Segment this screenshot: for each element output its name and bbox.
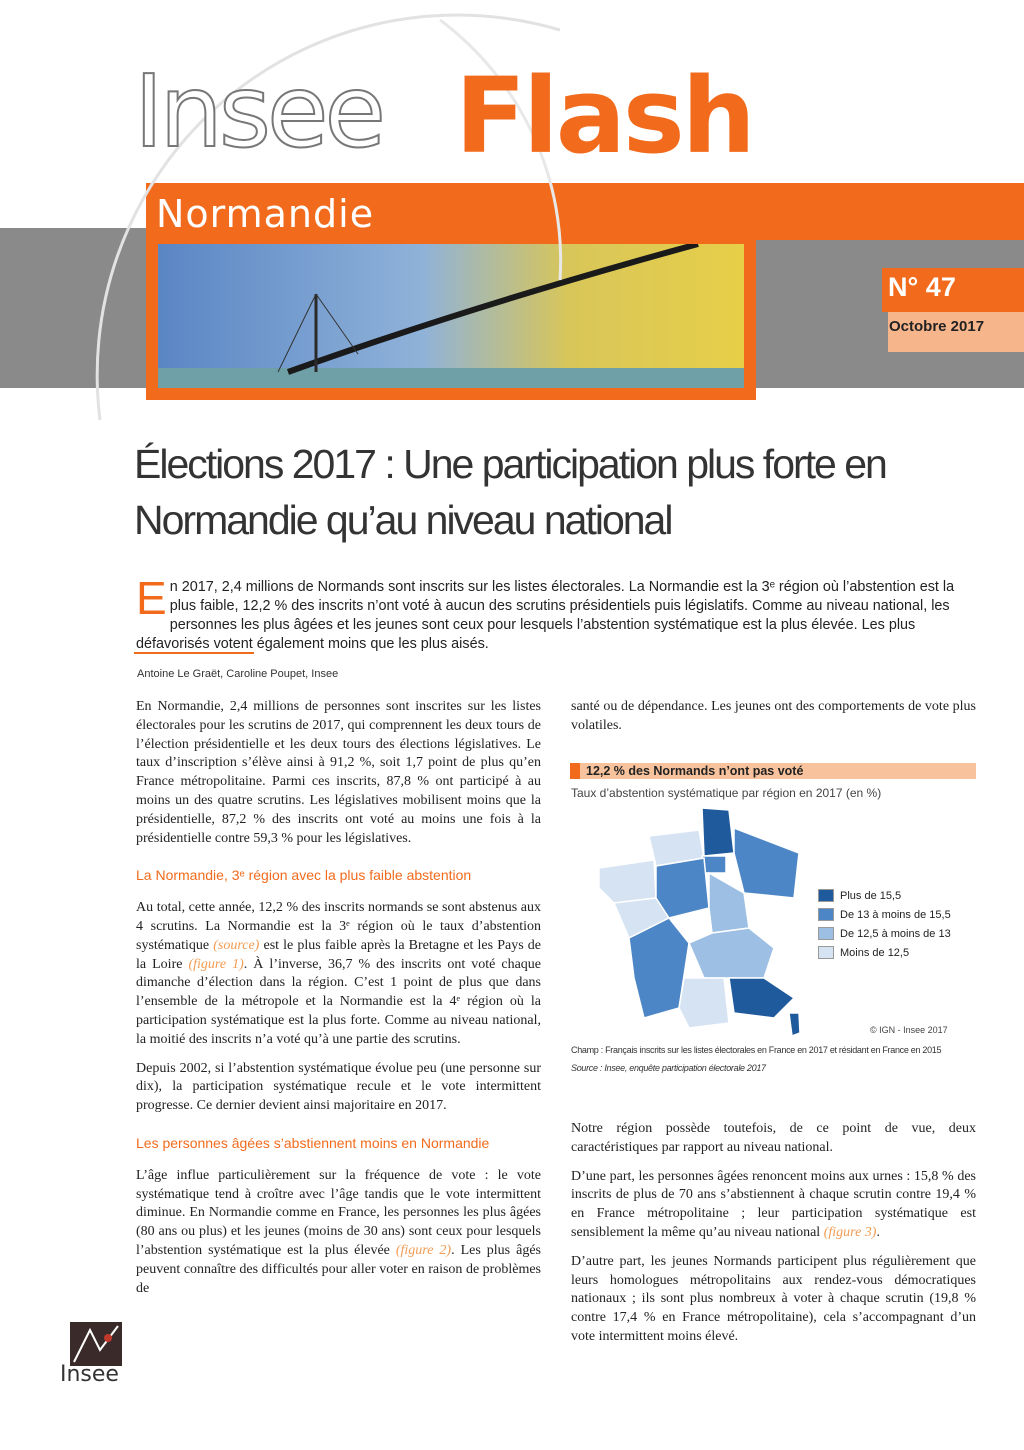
column-right-bottom <box>571 1120 976 1357</box>
title-line-1: Élections 2017 : Une participation plus forte en <box>134 441 886 487</box>
lead-paragraph <box>136 572 966 654</box>
brand-flash: Flash <box>455 55 753 177</box>
section-heading: La Normandie, 3ᵉ région avec la plus faible abstention <box>136 867 472 884</box>
region-bretagne <box>599 860 656 903</box>
legend-label: Moins de 12,5 <box>840 946 910 959</box>
legend-swatch <box>818 927 834 940</box>
legend-item <box>818 886 951 905</box>
text-run: Au total, cette année, 12,2 % des inscrits normands se sont abstenus aux 4 scrutins. La Normandie est la 3ᵉ région où le taux d’abstention systématique <box>136 900 541 953</box>
legend-swatch <box>818 889 834 902</box>
paragraph: D’autre part, les jeunes Normands participent plus régulièrement que leurs homologues métropolitains aux rendez-vous démocratiques nationaux ; ils sont plus nombreux à voter à chaque scrutin (19,8 % contre 17,4 % en France métropolitaine), cela s’accompagnant d’un vote intermittent moins élevé. <box>571 1253 976 1344</box>
figure-notes <box>571 1044 977 1074</box>
issue-number: N° 47 <box>888 272 956 302</box>
authors: Antoine Le Graët, Caroline Poupet, Insee <box>137 668 339 680</box>
insee-logo-icon <box>70 1322 122 1366</box>
legend-item <box>818 943 951 962</box>
paragraph: En Normandie, 2,4 millions de personnes sont inscrites sur les listes électorales pour les scrutins de 2017, qui comprennent les deux tours de l’élection présidentielle et les deux tours des élections législatives. Le taux d’inscription s’élève ainsi à 91,2 %, soit 1,7 point de plus qu’en France métropolitaine. Parmi ces inscrits, 87,8 % ont participé à au moins un des quatre scrutins. Les législatives mobilisent moins que la présidentielle, 87,2 % des inscrits ont voté au moins une fois à la présidentielle contre 59,3 % pour les législatives. <box>136 699 541 846</box>
figure-1-link[interactable]: (figure 1) <box>188 956 244 972</box>
figure-2-link[interactable]: (figure 2) <box>395 1242 452 1258</box>
map-legend <box>818 886 951 962</box>
region-occitanie <box>679 978 729 1028</box>
region-auvergne-rhone-alpes <box>689 928 774 978</box>
section-heading: Les personnes âgées s’abstiennent moins en Normandie <box>136 1134 490 1151</box>
text-run: D’une part, les personnes âgées renoncent moins aux urnes : 15,8 % des inscrits de plus de 70 ans s’abstiennent à chaque scrutin contre 19,4 % en France métropolitaine ; leur participation systématique est sensiblement la même qu’au niveau national <box>571 1168 976 1240</box>
figure-marker <box>570 763 580 779</box>
brand-insee: Insee <box>134 53 383 170</box>
legend-swatch <box>818 946 834 959</box>
column-left <box>136 698 541 1308</box>
lead-text: n 2017, 2,4 millions de Normands sont inscrits sur les listes électorales. La Normandie est la 3ᵉ région où l’abstention est la plus faible, 12,2 % des inscrits n’ont voté à aucun des scrutins présidentiels puis législatifs. Comme au niveau national, les personnes les plus âgées et les jeunes sont ceux pour lesquels l’abstention systématique est la plus élevée. Les plus défavorisés votent également moins que les plus aisés. <box>136 579 955 652</box>
region-hauts-de-france <box>702 808 734 856</box>
drop-cap: E <box>136 572 167 624</box>
paragraph: Depuis 2002, si l’abstention systématique évolue peu (une personne sur dix), la participation systématique recule et le vote intermittent progresse. Ce dernier devient ainsi majoritaire en 2017. <box>136 1060 541 1114</box>
lead-underline <box>134 652 254 654</box>
paragraph: Notre région possède toutefois, de ce point de vue, deux caractéristiques par rapport au niveau national. <box>571 1121 976 1155</box>
title-line-2: Normandie qu’au niveau national <box>134 497 672 543</box>
region-centre <box>656 858 709 918</box>
paragraph <box>136 899 541 1049</box>
paragraph <box>571 1168 976 1243</box>
paragraph: santé ou de dépendance. Les jeunes ont des comportements de vote plus volatiles. <box>571 699 976 733</box>
text-run: L’âge influe particulièrement sur la fréquence de vote : le vote systématique tend à croître avec l’âge tandis que le vote intermittent diminue. En Normandie comme en France, les personnes les plus âgées (80 ans ou plus) et les jeunes (moins de 30 ans) sont ceux pour lesquels l’abstention systématique est la plus élevée <box>136 1167 541 1258</box>
paragraph <box>136 1167 541 1299</box>
column-right-top <box>571 698 976 746</box>
text-run: est le plus faible après la Bretagne et les Pays de la Loire <box>136 937 541 972</box>
text-run: . <box>876 1224 880 1240</box>
legend-label: De 12,5 à moins de 13 <box>840 927 951 940</box>
legend-label: De 13 à moins de 15,5 <box>840 908 951 921</box>
legend-item <box>818 905 951 924</box>
source-link[interactable]: (source) <box>213 937 260 953</box>
map-copyright: © IGN - Insee 2017 <box>870 1025 948 1035</box>
legend-swatch <box>818 908 834 921</box>
page-title <box>134 436 934 548</box>
france-regions-map <box>594 808 804 1038</box>
figure-title <box>570 763 976 779</box>
region-corse <box>789 1013 800 1036</box>
legend-label: Plus de 15,5 <box>840 889 902 902</box>
insee-logo-text: Insee <box>60 1362 119 1387</box>
text-run: . À l’inverse, 36,7 % des inscrits ont voté chaque dimanche d’élection dans la région. C’est 1 point de plus que dans l’ensemble de la métropole et la Normandie est la 4ᵉ région où la participation systématique est la plus forte. Comme au niveau national, la moitié des inscrits n’a voté qu’à une partie des scrutins. <box>136 956 542 1047</box>
figure-champ: Champ : Français inscrits sur les listes électorales en France en 2017 et résidant en France en 2015 <box>571 1045 942 1055</box>
region-paca <box>729 978 794 1018</box>
figure-source: Source : Insee, enquête participation électorale 2017 <box>571 1063 766 1073</box>
figure-subtitle: Taux d’abstention systématique par région en 2017 (en %) <box>571 786 882 800</box>
figure-title-text: 12,2 % des Normands n’ont pas voté <box>586 764 804 778</box>
legend-item <box>818 924 951 943</box>
region-name: Normandie <box>156 192 375 236</box>
region-grand-est <box>734 828 799 898</box>
text-run: . Les plus âgés peuvent connaître des difficultés pour aller voter en raison de problèmes de <box>136 1242 541 1296</box>
issue-date: Octobre 2017 <box>889 318 985 335</box>
figure-3-link[interactable]: (figure 3) <box>823 1224 877 1240</box>
